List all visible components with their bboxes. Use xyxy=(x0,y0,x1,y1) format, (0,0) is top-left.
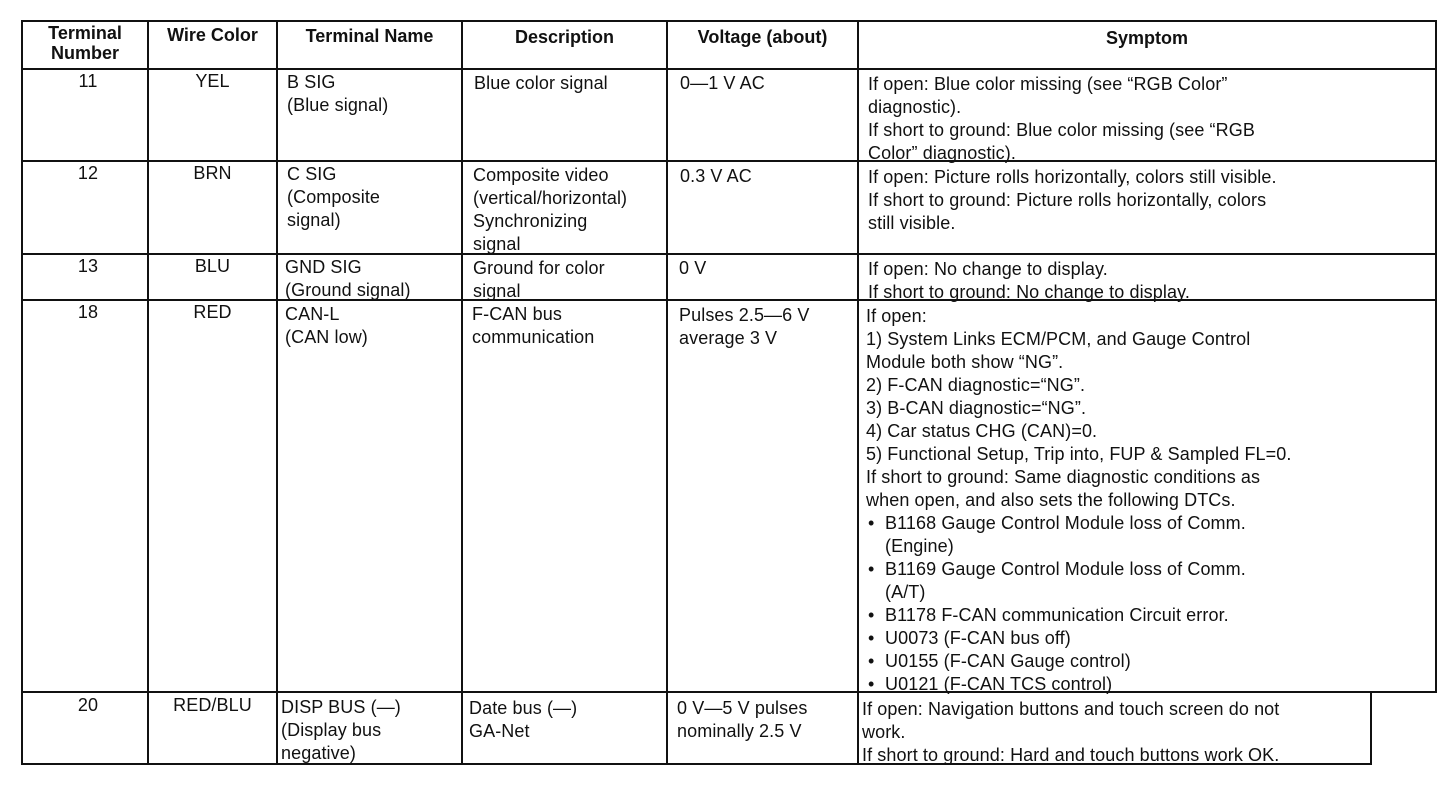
symptom: If open: 1) System Links ECM/PCM, and Gauge Control Module both show “NG”. 2) F-CAN diagnostic=“NG”. 3) B-CAN diagnostic=“NG”. 4) Car status CHG (CAN)=0. 5) Functional Setup, Trip into, FUP & Sampled FL=0. If short to ground: Same diagnostic conditions as when open, and also sets the following DTCs. xyxy=(866,306,1292,510)
bullet-icon: • xyxy=(868,605,875,625)
terminal-number: 11 xyxy=(78,71,98,91)
symptom: If open: No change to display. If short to ground: No change to display. xyxy=(868,259,1190,302)
rule xyxy=(1435,20,1437,692)
terminal-name: B SIG (Blue signal) xyxy=(287,72,389,115)
dtc-item: B1168 Gauge Control Module loss of Comm. (Engine) xyxy=(885,513,1246,556)
rule xyxy=(857,20,859,765)
terminal-number: 20 xyxy=(77,695,99,715)
rule xyxy=(1370,692,1372,765)
header-terminal-name: Terminal Name xyxy=(305,26,434,46)
dtc-item: U0155 (F-CAN Gauge control) xyxy=(885,651,1131,671)
wire-color: RED xyxy=(193,302,232,322)
bullet-icon: • xyxy=(868,651,875,671)
wire-color: YEL xyxy=(195,71,230,91)
description: Date bus (—) GA-Net xyxy=(469,698,578,741)
rule xyxy=(21,20,23,765)
rule xyxy=(666,20,668,765)
voltage: Pulses 2.5—6 V average 3 V xyxy=(679,305,810,348)
bullet-icon: • xyxy=(868,513,875,533)
wire-color: BRN xyxy=(193,163,232,183)
bullet-icon: • xyxy=(868,628,875,648)
rule xyxy=(147,20,149,765)
terminal-table xyxy=(21,20,1437,765)
symptom: If open: Navigation buttons and touch screen do not work. If short to ground: Hard and touch buttons work OK. xyxy=(862,699,1280,765)
terminal-number: 12 xyxy=(77,163,99,183)
voltage: 0.3 V AC xyxy=(680,166,752,186)
dtc-item: U0121 (F-CAN TCS control) xyxy=(885,674,1113,694)
description: Ground for color signal xyxy=(473,258,605,301)
symptom: If open: Blue color missing (see “RGB Color” diagnostic). If short to ground: Blue color missing (see “RGB Color” diagnostic). xyxy=(868,74,1255,163)
rule xyxy=(276,20,278,765)
header-symptom: Symptom xyxy=(1105,28,1188,48)
rule xyxy=(461,20,463,765)
header-description: Description xyxy=(514,27,615,47)
dtc-item: B1178 F-CAN communication Circuit error. xyxy=(885,605,1229,625)
header-terminal-number: Terminal Number xyxy=(48,23,122,63)
description: F-CAN bus communication xyxy=(472,304,595,347)
header-wire-color: Wire Color xyxy=(167,25,258,45)
bullet-icon: • xyxy=(868,559,875,579)
terminal-name: DISP BUS (—) (Display bus negative) xyxy=(281,697,401,763)
voltage: 0—1 V AC xyxy=(680,73,765,93)
wire-color: RED/BLU xyxy=(173,695,252,715)
voltage: 0 V—5 V pulses nominally 2.5 V xyxy=(677,698,808,741)
terminal-number: 13 xyxy=(77,256,99,276)
terminal-name: CAN-L (CAN low) xyxy=(285,304,368,347)
symptom: If open: Picture rolls horizontally, colors still visible. If short to ground: Picture rolls horizontally, colors still visible. xyxy=(868,167,1277,233)
rule xyxy=(21,691,1437,693)
terminal-name: GND SIG (Ground signal) xyxy=(285,257,411,300)
terminal-name: C SIG (Composite signal) xyxy=(287,164,381,230)
description: Composite video (vertical/horizontal) Synchronizing signal xyxy=(473,165,628,254)
dtc-item: U0073 (F-CAN bus off) xyxy=(885,628,1071,648)
voltage: 0 V xyxy=(679,258,707,278)
header-voltage: Voltage (about) xyxy=(697,27,828,47)
dtc-item: B1169 Gauge Control Module loss of Comm. (A/T) xyxy=(885,559,1246,602)
description: Blue color signal xyxy=(474,73,608,93)
bullet-icon: • xyxy=(868,674,875,694)
wire-color: BLU xyxy=(194,256,231,276)
rule xyxy=(21,20,1437,22)
terminal-number: 18 xyxy=(77,302,99,322)
